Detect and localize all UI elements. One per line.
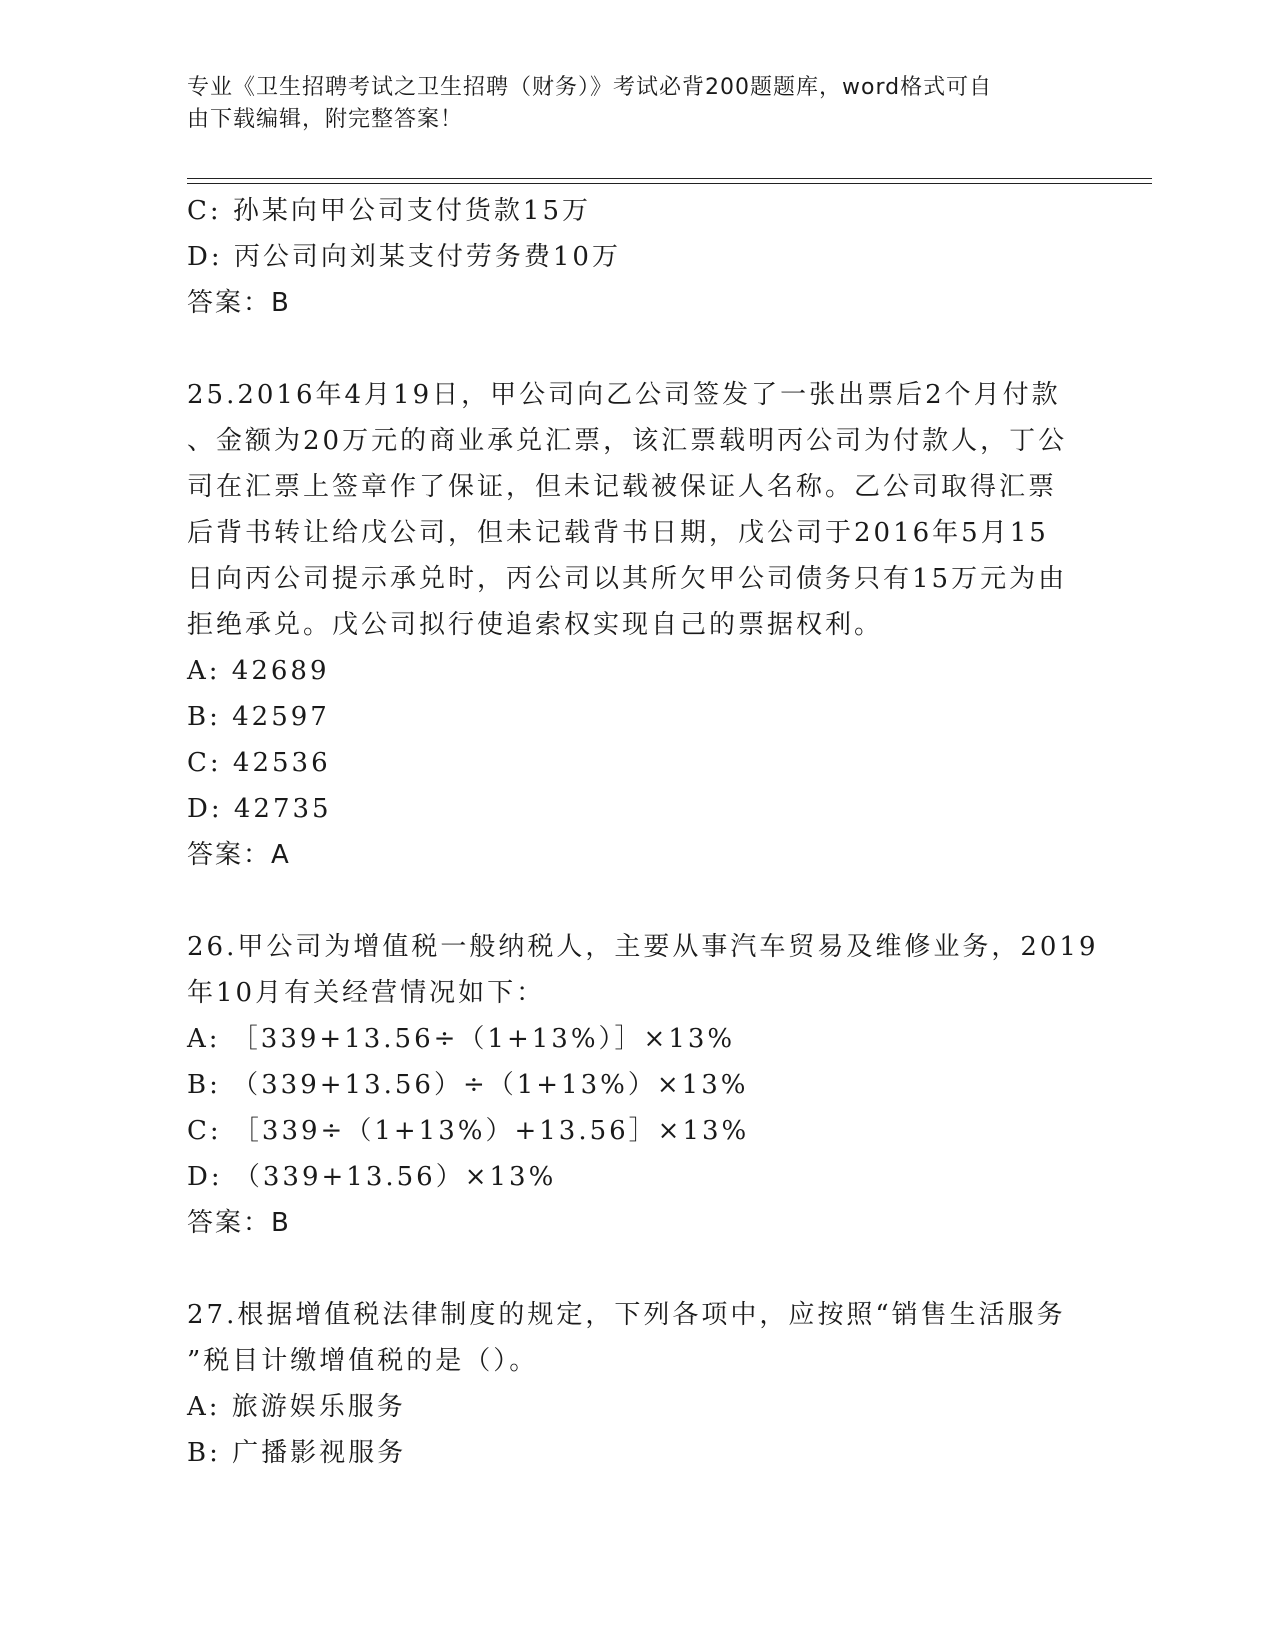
question-text-line: 司在汇票上签章作了保证，但未记载被保证人名称。乙公司取得汇票 bbox=[187, 472, 1058, 502]
spacer bbox=[187, 878, 1087, 924]
question-26 bbox=[187, 924, 1099, 1246]
question-25 bbox=[187, 372, 1087, 878]
option-b: B: 42597 bbox=[187, 702, 330, 732]
question-text-line: 26.甲公司为增值税一般纳税人，主要从事汽车贸易及维修业务，2019 bbox=[187, 932, 1099, 962]
option-d: D: （339+13.56）×13% bbox=[187, 1162, 557, 1192]
spacer bbox=[187, 326, 1087, 372]
option-b: B: 广播影视服务 bbox=[187, 1438, 407, 1468]
header-rule-bottom bbox=[187, 183, 1152, 184]
option-c: C: 孙某向甲公司支付货款15万 bbox=[187, 196, 592, 226]
option-c: C: ［339÷（1+13%）+13.56］×13% bbox=[187, 1116, 750, 1146]
option-a: A: 旅游娱乐服务 bbox=[187, 1392, 406, 1422]
option-a: A: 42689 bbox=[187, 656, 330, 686]
answer-line: 答案：A bbox=[187, 840, 291, 870]
document-body bbox=[187, 188, 1099, 1476]
option-d: D: 42735 bbox=[187, 794, 332, 824]
answer-line: 答案：B bbox=[187, 1208, 291, 1238]
page-header bbox=[187, 72, 1067, 136]
option-d: D: 丙公司向刘某支付劳务费10万 bbox=[187, 242, 621, 272]
question-text-line: 27.根据增值税法律制度的规定，下列各项中，应按照“销售生活服务 bbox=[187, 1300, 1066, 1330]
question-text-line: 日向丙公司提示承兑时，丙公司以其所欠甲公司债务只有15万元为由 bbox=[187, 564, 1068, 594]
question-text-line: 拒绝承兑。戊公司拟行使追索权实现自己的票据权利。 bbox=[187, 610, 884, 640]
question-text-line: 年10月有关经营情况如下： bbox=[187, 978, 546, 1008]
question-text-line: 、金额为20万元的商业承兑汇票，该汇票载明丙公司为付款人，丁公 bbox=[187, 426, 1068, 456]
spacer bbox=[187, 1246, 1087, 1292]
option-b: B: （339+13.56）÷（1+13%）×13% bbox=[187, 1070, 749, 1100]
option-c: C: 42536 bbox=[187, 748, 331, 778]
question-text-line: 25.2016年4月19日，甲公司向乙公司签发了一张出票后2个月付款 bbox=[187, 380, 1061, 410]
header-line-2: 由下载编辑，附完整答案！ bbox=[187, 107, 464, 132]
question-text-line: 后背书转让给戊公司，但未记载背书日期，戊公司于2016年5月15 bbox=[187, 518, 1049, 548]
answer-line: 答案：B bbox=[187, 288, 291, 318]
question-text-line: ”税目计缴增值税的是（）。 bbox=[187, 1346, 539, 1376]
header-rule-top bbox=[187, 178, 1152, 179]
carryover-block bbox=[187, 188, 1087, 326]
header-line-1: 专业《卫生招聘考试之卫生招聘（财务）》考试必背200题题库，word格式可自 bbox=[187, 75, 993, 100]
question-27 bbox=[187, 1292, 1087, 1476]
option-a: A: ［339+13.56÷（1+13%）］×13% bbox=[187, 1024, 736, 1054]
